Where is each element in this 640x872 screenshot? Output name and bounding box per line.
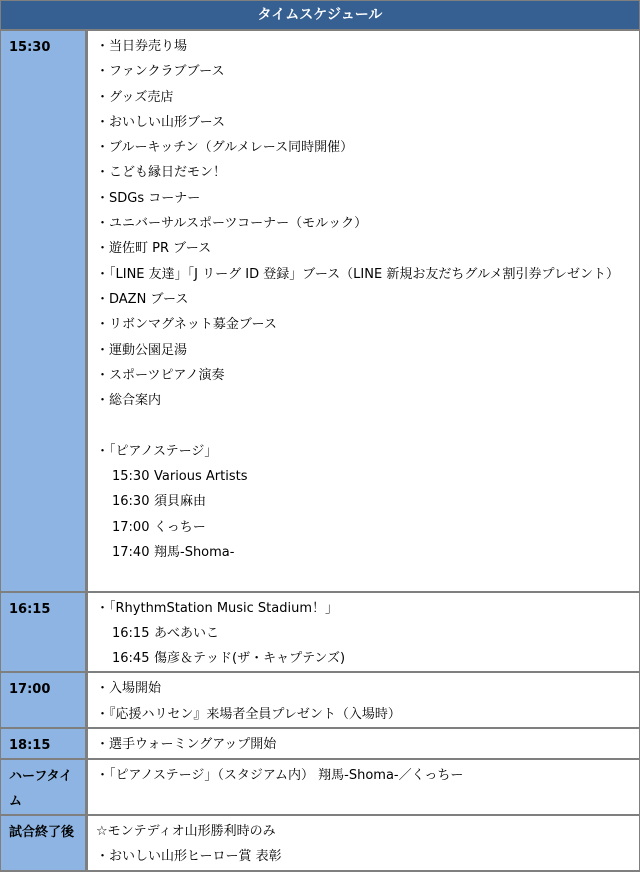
item-text: ・選手ウォーミングアップ開始 — [96, 737, 277, 753]
item-text: Various Artists — [154, 469, 248, 485]
item-text: 傷彦＆テッド(ザ・キャプテンズ) — [154, 651, 346, 667]
event-item — [96, 732, 639, 757]
performance-time: 16:45 — [112, 651, 150, 667]
event-item — [96, 160, 639, 185]
item-text: ・「RhythmStation Music Stadium！」 — [96, 600, 339, 616]
event-item — [96, 363, 639, 388]
time-cell: 17:00 — [1, 673, 88, 727]
event-item — [96, 819, 639, 844]
item-text: ・スポーツピアノ演奏 — [96, 367, 225, 383]
performance-time: 15:30 — [112, 469, 150, 485]
event-item — [96, 338, 639, 363]
item-text: ・遊佐町 PR ブース — [96, 241, 212, 257]
event-item — [96, 262, 639, 287]
item-text: ・『応援ハリセン』来場者全員プレゼント（入場時） — [96, 706, 401, 722]
event-cell — [88, 760, 639, 814]
event-item — [96, 763, 639, 788]
performance-time: 16:30 — [112, 494, 150, 510]
schedule-row — [1, 816, 639, 871]
event-cell — [88, 31, 639, 591]
event-item — [96, 135, 639, 160]
performance-time: 17:40 — [112, 544, 150, 560]
item-text: ・DAZN ブース — [96, 291, 189, 307]
item-text: ・ユニバーサルスポーツコーナー（モルック） — [96, 216, 368, 232]
performance-time: 17:00 — [112, 519, 150, 535]
item-text: ・「ピアノステージ」（スタジアム内） 翔馬-Shoma-／くっちー — [96, 768, 464, 784]
performance-item — [96, 540, 639, 565]
event-item — [96, 211, 639, 236]
event-item — [96, 388, 639, 413]
item-text: ・運動公園足湯 — [96, 342, 188, 358]
item-text: ・グッズ売店 — [96, 89, 174, 105]
item-text: ・「LINE 友達」「J リーグ ID 登録」ブース（LINE 新規お友だちグルメ割引券プレゼント） — [96, 266, 620, 282]
time-cell: 18:15 — [1, 729, 88, 758]
event-item — [96, 702, 639, 727]
table-title: タイムスケジュール — [1, 0, 639, 31]
schedule-row — [1, 593, 639, 674]
performance-item — [96, 646, 639, 671]
event-item — [96, 565, 639, 590]
event-cell — [88, 673, 639, 727]
event-item — [96, 186, 639, 211]
item-text: くっちー — [154, 519, 206, 535]
item-text: 須貝麻由 — [154, 494, 207, 510]
item-text: ・おいしい山形ブース — [96, 114, 225, 130]
item-text: ・SDGs コーナー — [96, 190, 201, 206]
time-cell: 16:15 — [1, 593, 88, 672]
event-item — [96, 59, 639, 84]
item-text: ・入場開始 — [96, 681, 162, 697]
event-item — [96, 844, 639, 869]
item-text: ・ブルーキッチン（グルメレース同時開催） — [96, 140, 354, 156]
item-text: あべあいこ — [154, 625, 220, 641]
event-item — [96, 236, 639, 261]
event-item — [96, 596, 639, 621]
item-text: ・当日券売り場 — [96, 39, 188, 54]
event-item — [96, 34, 639, 59]
schedule-row — [1, 673, 639, 729]
performance-item — [96, 515, 639, 540]
event-item — [96, 676, 639, 701]
event-cell — [88, 816, 639, 870]
event-cell — [88, 729, 639, 758]
event-item — [96, 287, 639, 312]
item-text: ・「ピアノステージ」 — [96, 443, 218, 459]
event-item — [96, 110, 639, 135]
event-item — [96, 413, 639, 438]
item-text: ・リボンマグネット募金ブース — [96, 317, 277, 333]
performance-item — [96, 489, 639, 514]
time-cell: 試合終了後 — [1, 816, 88, 870]
performance-item — [96, 464, 639, 489]
schedule-row — [1, 729, 639, 760]
performance-time: 16:15 — [112, 625, 150, 641]
event-item — [96, 85, 639, 110]
time-cell: ハーフタイム — [1, 760, 88, 814]
event-item — [96, 312, 639, 337]
event-item — [96, 439, 639, 464]
item-text: ・おいしい山形ヒーロー賞 表彰 — [96, 849, 282, 865]
item-text: ・総合案内 — [96, 393, 162, 409]
performance-item — [96, 621, 639, 646]
event-cell — [88, 593, 639, 672]
item-text: ☆モンテディオ山形勝利時のみ — [96, 824, 276, 840]
item-text: ・こども縁日だモン！ — [96, 165, 227, 181]
schedule-row — [1, 760, 639, 816]
schedule-row — [1, 31, 639, 593]
item-text: 翔馬-Shoma- — [154, 544, 235, 560]
time-cell: 15:30 — [1, 31, 88, 591]
item-text: ・ファンクラブブース — [96, 64, 225, 80]
